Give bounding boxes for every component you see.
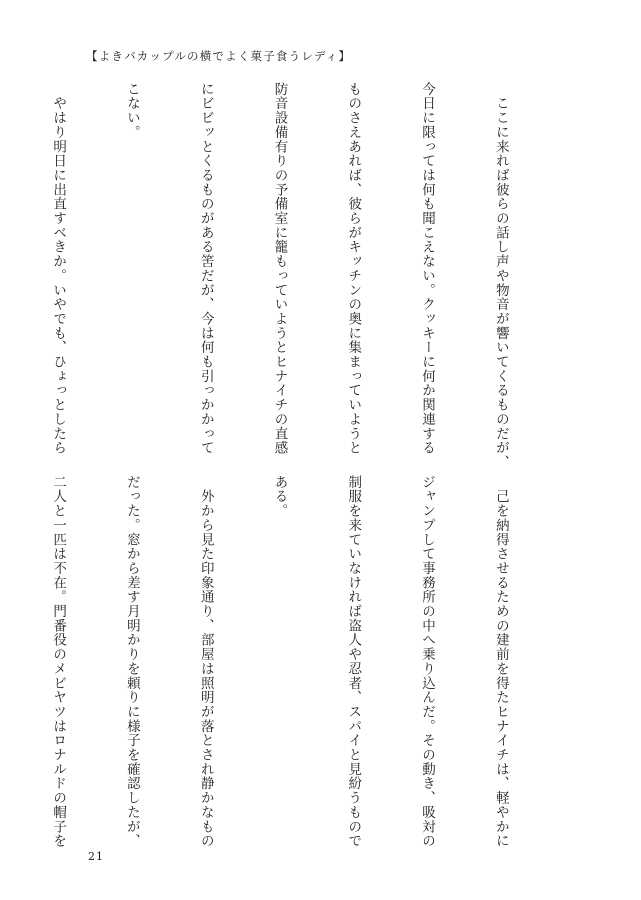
- text-block-lower: [50, 475, 562, 850]
- text-line: 制服を来ていなければ盗人や忍者、スパイと見紛うもので: [345, 475, 362, 849]
- text-block-upper: [50, 82, 562, 470]
- page-number: 21: [88, 850, 104, 863]
- text-line: ある。: [271, 475, 288, 519]
- text-line: やはり明日に出直すべきか。いやでも、ひょっとしたら: [50, 82, 67, 456]
- text-line: 今日に限っては何も聞こえない。クッキーに何か関連する: [419, 82, 436, 456]
- text-line: ここに来れば彼らの話し声や物音が響いてくるものだが、: [492, 82, 509, 470]
- text-line: ジャンプして事務所の中へ乗り込んだ。その動き、吸対の: [419, 475, 436, 849]
- text-line: 防音設備有りの予備室に籠もっていようとヒナイチの直感: [271, 82, 288, 456]
- text-line: だった。窓から差す月明かりを頼りに様子を確認したが、: [123, 475, 140, 849]
- text-line: 二人と一匹は不在。門番役のメビヤツはロナルドの帽子を: [50, 475, 67, 849]
- text-line: 外から見た印象通り、部屋は照明が落とされ静かなもの: [197, 475, 214, 849]
- text-line: 己を納得させるための建前を得たヒナイチは、軽やかに: [492, 475, 509, 849]
- text-line: こない。: [123, 82, 140, 140]
- text-line: ものさえあれば、彼らがキッチンの奥に集まっていようと: [345, 82, 362, 456]
- page-header: 【よきバカップルの横でよく菓子食うレディ】: [86, 49, 352, 63]
- text-line: にビビッとくるものがある筈だが、今は何も引っかかって: [197, 82, 214, 456]
